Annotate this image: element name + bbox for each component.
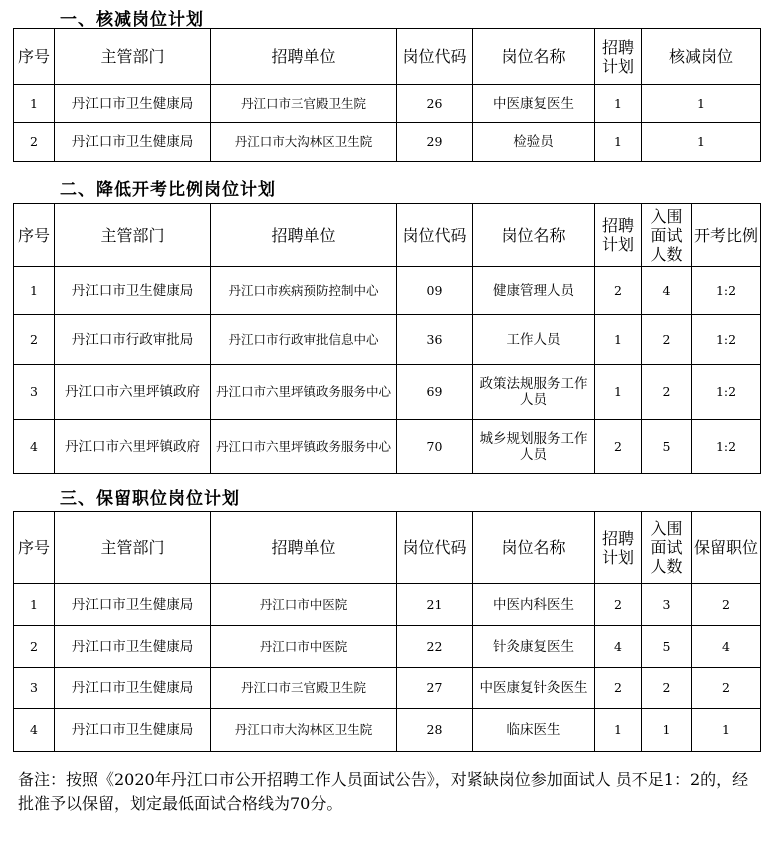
cell-code: 28	[397, 709, 473, 752]
col-header: 序号	[14, 512, 55, 584]
col-header: 岗位名称	[473, 204, 595, 267]
cell-plan: 2	[595, 584, 642, 626]
section-2-title: 二、降低开考比例岗位计划	[60, 180, 276, 200]
cell-interview-count: 5	[642, 626, 692, 668]
cell-ratio: 1:2	[692, 315, 761, 365]
cell-interview-count: 2	[642, 668, 692, 709]
cell-position: 临床医生	[473, 709, 595, 752]
cell-interview-count: 5	[642, 420, 692, 474]
cell-code: 29	[397, 123, 473, 162]
cell-interview-count: 2	[642, 315, 692, 365]
cell-plan: 1	[595, 315, 642, 365]
col-header: 招聘单位	[211, 29, 397, 85]
cell-interview-count: 1	[642, 709, 692, 752]
cell-code: 22	[397, 626, 473, 668]
cell-position: 检验员	[473, 123, 595, 162]
col-header: 入围面试人数	[642, 512, 692, 584]
col-header: 入围面试人数	[642, 204, 692, 267]
cell-position: 中医康复针灸医生	[473, 668, 595, 709]
cell-index: 1	[14, 85, 55, 123]
table-lowered-ratio-positions	[13, 203, 761, 474]
table-row	[14, 365, 761, 420]
col-header: 序号	[14, 29, 55, 85]
cell-employer: 丹江口市三官殿卫生院	[211, 85, 397, 123]
cell-code: 36	[397, 315, 473, 365]
table-row	[14, 709, 761, 752]
cell-retained: 1	[692, 709, 761, 752]
table-retained-positions	[13, 511, 761, 752]
col-header: 岗位名称	[473, 512, 595, 584]
cell-index: 2	[14, 123, 55, 162]
cell-department: 丹江口市卫生健康局	[55, 85, 211, 123]
cell-position: 中医康复医生	[473, 85, 595, 123]
table-row	[14, 668, 761, 709]
cell-ratio: 1:2	[692, 365, 761, 420]
cell-employer: 丹江口市大沟林区卫生院	[211, 709, 397, 752]
cell-department: 丹江口市卫生健康局	[55, 267, 211, 315]
cell-code: 70	[397, 420, 473, 474]
table-header-row	[14, 29, 761, 85]
cell-department: 丹江口市行政审批局	[55, 315, 211, 365]
cell-department: 丹江口市卫生健康局	[55, 668, 211, 709]
table-row	[14, 420, 761, 474]
cell-code: 27	[397, 668, 473, 709]
cell-department: 丹江口市六里坪镇政府	[55, 365, 211, 420]
cell-position: 工作人员	[473, 315, 595, 365]
cell-retained: 4	[692, 626, 761, 668]
cell-interview-count: 2	[642, 365, 692, 420]
cell-interview-count: 4	[642, 267, 692, 315]
table-row	[14, 626, 761, 668]
cell-department: 丹江口市卫生健康局	[55, 123, 211, 162]
cell-code: 69	[397, 365, 473, 420]
cell-plan: 1	[595, 365, 642, 420]
col-header: 序号	[14, 204, 55, 267]
col-header: 保留职位	[692, 512, 761, 584]
cell-index: 4	[14, 420, 55, 474]
section-3-title: 三、保留职位岗位计划	[60, 489, 240, 509]
footnote: 备注：按照《2020年丹江口市公开招聘工作人员面试公告》，对紧缺岗位参加面试人 员不足1：2的，经批准予以保留，划定最低面试合格线为70分。	[18, 770, 749, 813]
cell-position: 针灸康复医生	[473, 626, 595, 668]
table-row	[14, 267, 761, 315]
cell-employer: 丹江口市疾病预防控制中心	[211, 267, 397, 315]
cell-code: 09	[397, 267, 473, 315]
col-header: 招聘单位	[211, 512, 397, 584]
cell-retained: 2	[692, 668, 761, 709]
cell-plan: 2	[595, 267, 642, 315]
cell-employer: 丹江口市六里坪镇政务服务中心	[211, 420, 397, 474]
cell-ratio: 1:2	[692, 267, 761, 315]
cell-plan: 2	[595, 420, 642, 474]
cell-reduced: 1	[642, 123, 761, 162]
cell-employer: 丹江口市行政审批信息中心	[211, 315, 397, 365]
col-header: 招聘计划	[595, 204, 642, 267]
col-header: 开考比例	[692, 204, 761, 267]
cell-plan: 2	[595, 668, 642, 709]
cell-ratio: 1:2	[692, 420, 761, 474]
col-header: 招聘计划	[595, 512, 642, 584]
col-header: 岗位代码	[397, 204, 473, 267]
cell-index: 1	[14, 267, 55, 315]
cell-reduced: 1	[642, 85, 761, 123]
table-row	[14, 85, 761, 123]
col-header: 主管部门	[55, 29, 211, 85]
cell-position: 政策法规服务工作人员	[473, 365, 595, 420]
cell-code: 26	[397, 85, 473, 123]
cell-index: 4	[14, 709, 55, 752]
cell-position: 城乡规划服务工作人员	[473, 420, 595, 474]
col-header: 主管部门	[55, 512, 211, 584]
cell-interview-count: 3	[642, 584, 692, 626]
cell-position: 中医内科医生	[473, 584, 595, 626]
cell-code: 21	[397, 584, 473, 626]
cell-index: 3	[14, 365, 55, 420]
cell-index: 2	[14, 626, 55, 668]
cell-department: 丹江口市六里坪镇政府	[55, 420, 211, 474]
cell-department: 丹江口市卫生健康局	[55, 709, 211, 752]
col-header: 招聘单位	[211, 204, 397, 267]
cell-index: 1	[14, 584, 55, 626]
table-header-row	[14, 512, 761, 584]
col-header: 核减岗位	[642, 29, 761, 85]
cell-plan: 4	[595, 626, 642, 668]
cell-index: 2	[14, 315, 55, 365]
table-row	[14, 315, 761, 365]
cell-plan: 1	[595, 709, 642, 752]
cell-employer: 丹江口市中医院	[211, 626, 397, 668]
col-header: 主管部门	[55, 204, 211, 267]
cell-plan: 1	[595, 123, 642, 162]
cell-employer: 丹江口市三官殿卫生院	[211, 668, 397, 709]
table-header-row	[14, 204, 761, 267]
table-row	[14, 123, 761, 162]
table-row	[14, 584, 761, 626]
cell-position: 健康管理人员	[473, 267, 595, 315]
cell-employer: 丹江口市中医院	[211, 584, 397, 626]
cell-employer: 丹江口市大沟林区卫生院	[211, 123, 397, 162]
table-reduced-positions	[13, 28, 761, 162]
cell-department: 丹江口市卫生健康局	[55, 584, 211, 626]
cell-plan: 1	[595, 85, 642, 123]
cell-employer: 丹江口市六里坪镇政务服务中心	[211, 365, 397, 420]
cell-department: 丹江口市卫生健康局	[55, 626, 211, 668]
col-header: 岗位名称	[473, 29, 595, 85]
col-header: 招聘计划	[595, 29, 642, 85]
cell-retained: 2	[692, 584, 761, 626]
section-1-title: 一、核减岗位计划	[60, 10, 204, 30]
col-header: 岗位代码	[397, 29, 473, 85]
col-header: 岗位代码	[397, 512, 473, 584]
cell-index: 3	[14, 668, 55, 709]
